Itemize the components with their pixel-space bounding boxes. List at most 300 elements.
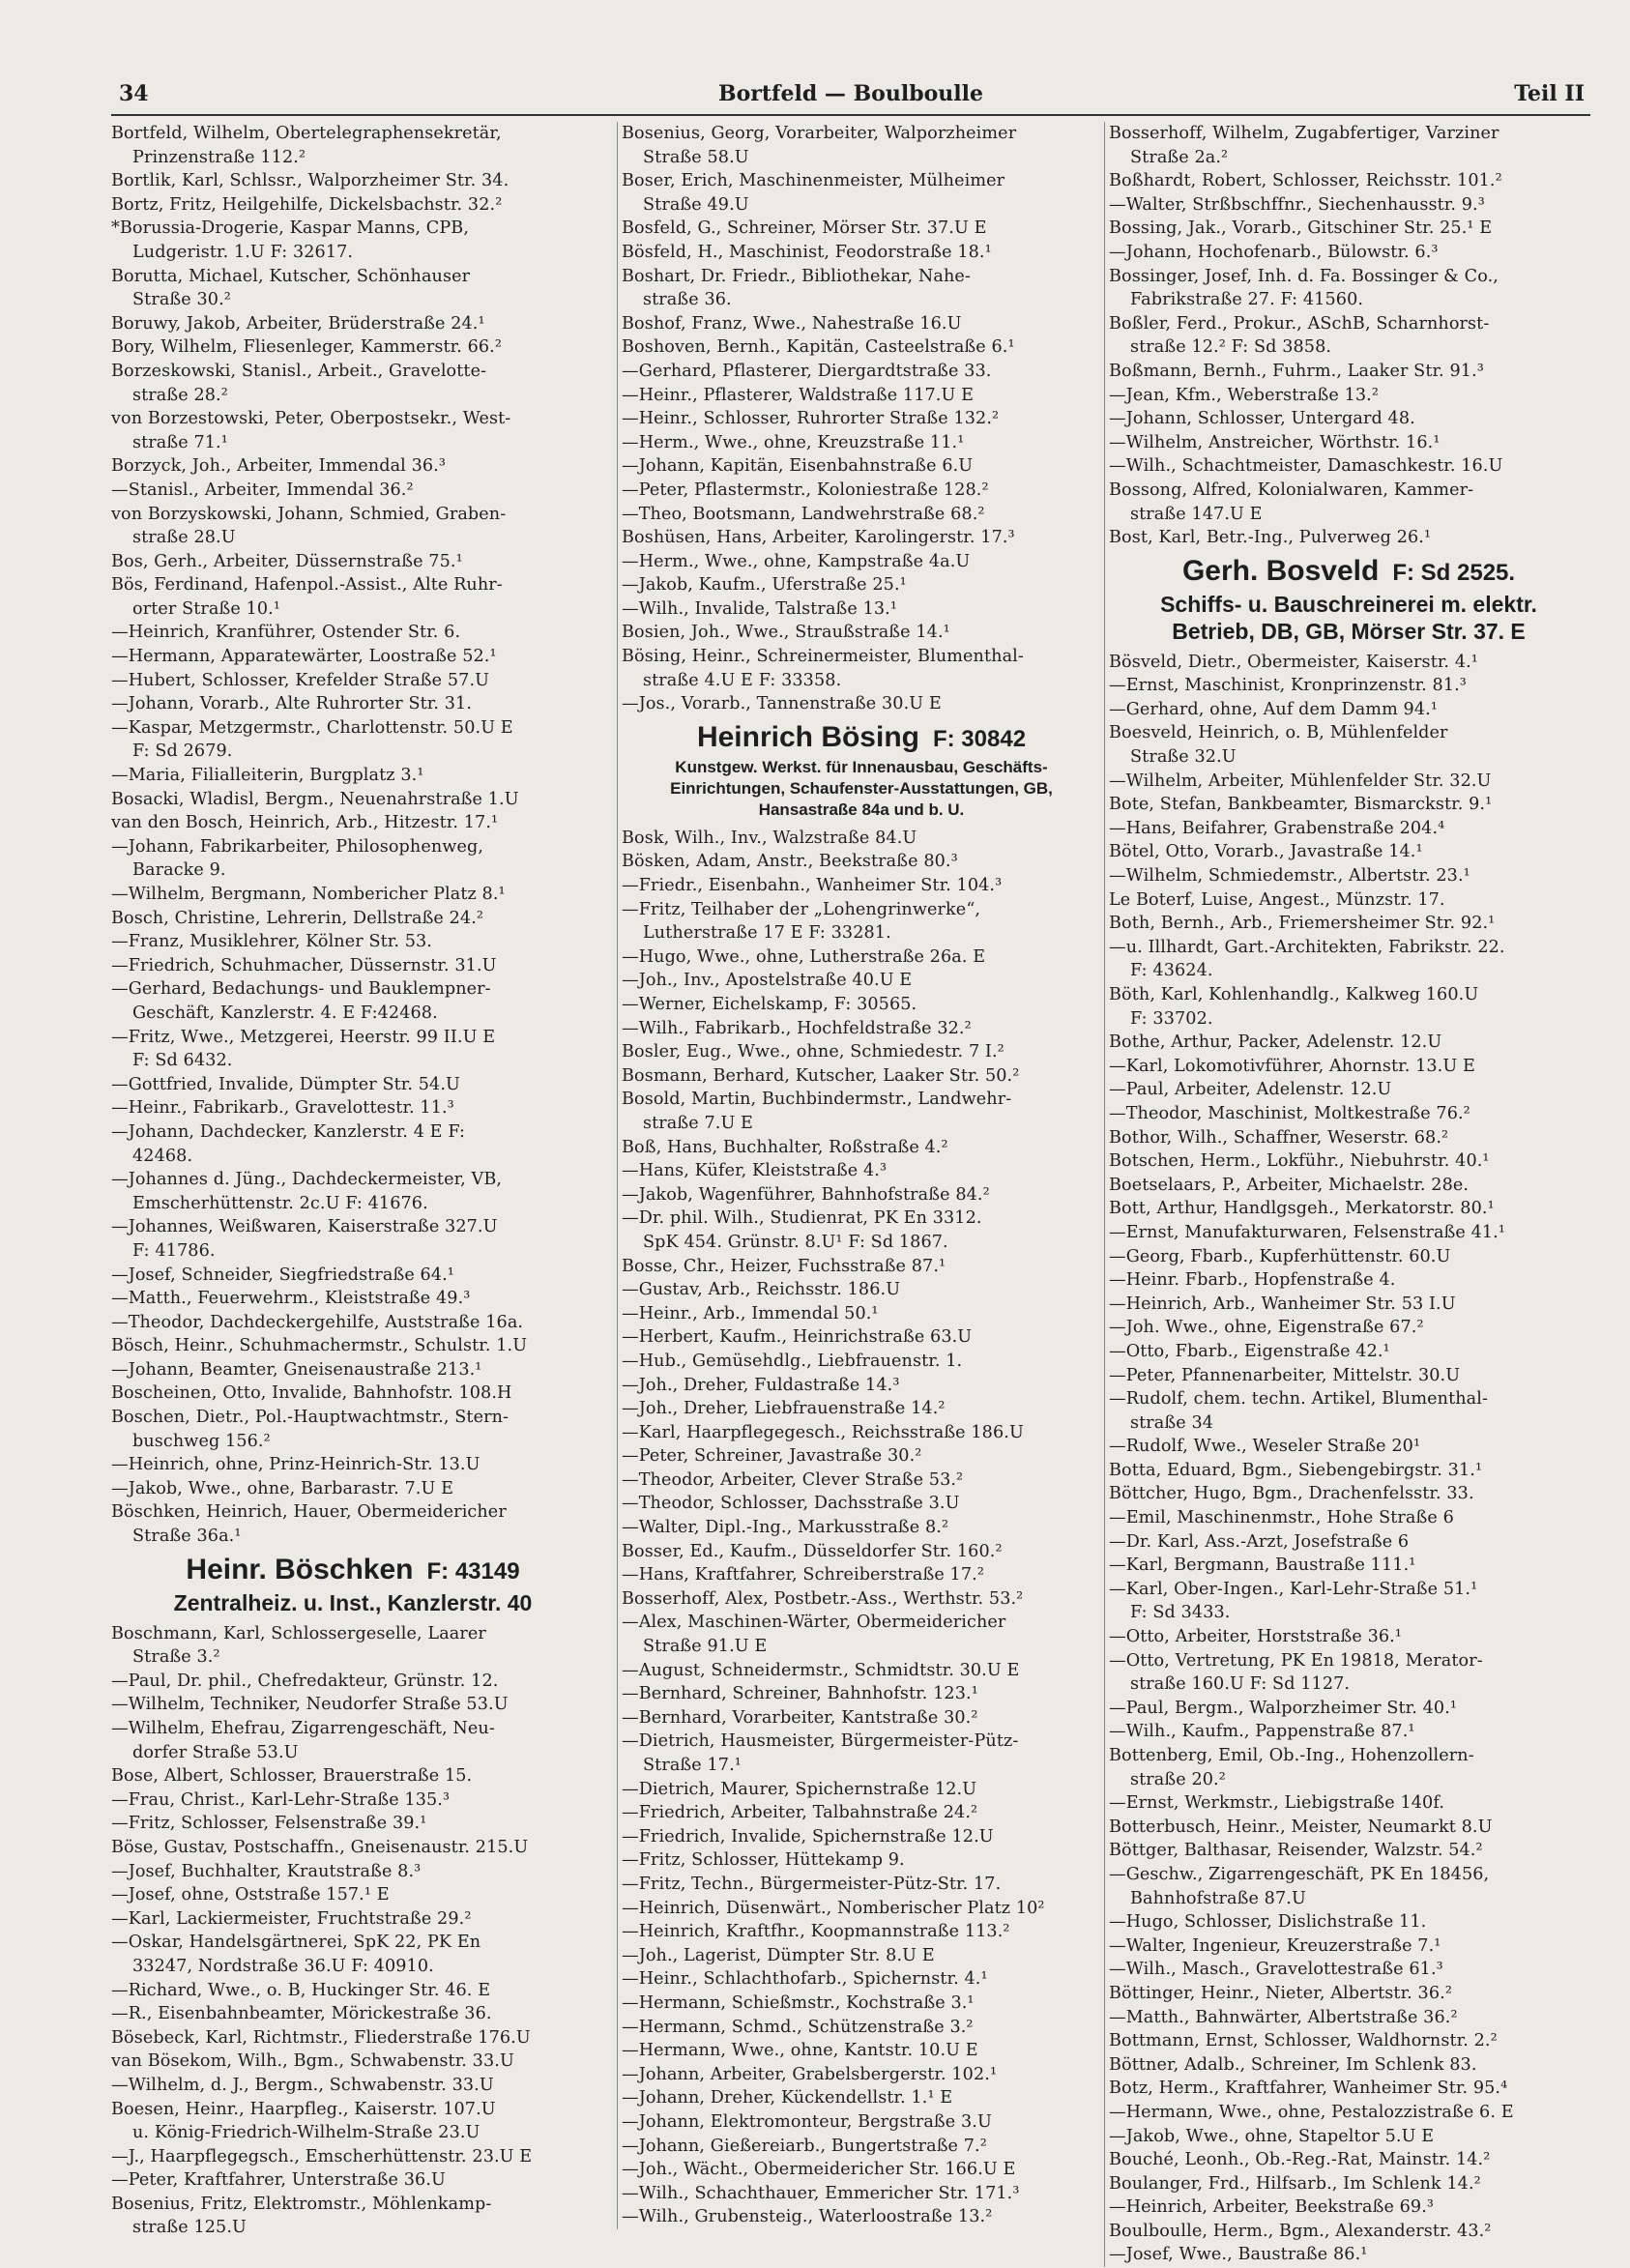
directory-entry — [622, 1278, 1101, 1302]
directory-entry — [1109, 698, 1588, 722]
entry-line: Boschmann, Karl, Schlossergeselle, Laarer — [111, 1623, 486, 1643]
directory-entry — [1109, 864, 1588, 888]
directory-entry — [111, 1096, 595, 1120]
entry-continuation-line: F: 33702. — [1130, 1008, 1213, 1029]
entry-line: —Alex, Maschinen-Wärter, Obermeidericher — [622, 1613, 1006, 1633]
entry-line: —Johann, Beamter, Gneisenaustraße 213.¹ — [111, 1359, 482, 1380]
entry-line: —Otto, Arbeiter, Horststraße 36.¹ — [1109, 1627, 1403, 1647]
entry-line: —Wilhelm, Techniker, Neudorfer Straße 53.U — [111, 1695, 509, 1715]
entry-line: —Johann, Kapitän, Eisenbahnstraße 6.U — [622, 456, 974, 477]
directory-entry — [1109, 983, 1588, 1031]
directory-entry — [622, 1801, 1101, 1825]
entry-line: —Heinrich, ohne, Prinz-Heinrich-Str. 13.U — [111, 1455, 480, 1475]
ad-phone: F: Sd 2525. — [1392, 559, 1516, 586]
entry-continuation-line: straße 12.² F: Sd 3858. — [1130, 337, 1332, 358]
directory-entry — [111, 1477, 595, 1501]
entry-continuation-line: straße 20.² — [1130, 1769, 1226, 1789]
directory-entry — [111, 169, 595, 193]
directory-entry — [111, 1812, 595, 1836]
entry-continuation-line: Straße 49.U — [643, 194, 749, 215]
entry-line: Bosacki, Wladisl, Bergm., Neuenahrstraße 1.U — [111, 789, 519, 809]
directory-entry — [111, 1693, 595, 1717]
entry-line: —Theodor, Arbeiter, Clever Straße 53.² — [622, 1469, 964, 1490]
directory-entry — [1109, 1910, 1588, 1934]
directory-entry — [622, 1064, 1101, 1089]
entry-line: —Wilh., Fabrikarb., Hochfeldstraße 32.² — [622, 1018, 972, 1038]
entry-line: —Frau, Christ., Karl-Lehr-Straße 135.³ — [111, 1789, 451, 1810]
directory-entry — [111, 811, 595, 835]
entry-line: —Walter, Dipl.-Ing., Markusstraße 8.² — [622, 1518, 949, 1538]
entry-line: —Johann, Gießereiarb., Bungertstraße 7.² — [622, 2136, 987, 2156]
directory-entry — [1109, 360, 1588, 384]
directory-entry — [1109, 721, 1588, 769]
directory-entry — [622, 1944, 1101, 1968]
entry-continuation-line: F: 41786. — [132, 1240, 216, 1261]
entry-line: Böth, Karl, Kohlenhandlg., Kalkweg 160.U — [1109, 985, 1479, 1004]
directory-entry — [1109, 454, 1588, 479]
directory-entry — [622, 2086, 1101, 2110]
directory-entry — [111, 621, 595, 645]
directory-entry — [622, 2158, 1101, 2182]
entry-line: —Stanisl., Arbeiter, Immendal 36.² — [111, 480, 414, 500]
entry-line: Borzeskowski, Stanisl., Arbeit., Gravelotte- — [111, 361, 487, 381]
entry-line: —Gustav, Arb., Reichsstr. 186.U — [622, 1280, 901, 1300]
directory-entry — [622, 2063, 1101, 2087]
entry-line: —Gerhard, Pflasterer, Diergardtstraße 33. — [622, 361, 992, 381]
entry-continuation-line: Straße 91.U E — [643, 1637, 768, 1657]
directory-entry — [1109, 1697, 1588, 1721]
directory-entry — [1109, 1625, 1588, 1649]
directory-entry — [622, 1444, 1101, 1468]
entry-line: Boschen, Dietr., Pol.-Hauptwachtmstr., Stern- — [111, 1408, 509, 1428]
entry-line: Le Boterf, Luise, Angest., Münzstr. 17. — [1109, 889, 1445, 910]
entry-line: Böttner, Adalb., Schreiner, Im Schlenk 83. — [1109, 2054, 1477, 2075]
directory-entry — [1109, 2243, 1588, 2267]
entry-line: Boßmann, Bernh., Fuhrm., Laaker Str. 91.³ — [1109, 361, 1484, 381]
entry-line: Boß, Hans, Buchhalter, Roßstraße 4.² — [622, 1137, 948, 1157]
entry-line: —Dr. Karl, Ass.-Arzt, Josefstraße 6 — [1109, 1531, 1410, 1552]
directory-entry — [111, 1406, 595, 1453]
entry-line: —Josef, Wwe., Baustraße 86.¹ — [1109, 2245, 1368, 2265]
entry-line: —Hermann, Schießmstr., Kochstraße 3.¹ — [622, 1992, 975, 2013]
directory-entry — [111, 1883, 595, 1907]
entry-line: —Johann, Dreher, Kückendellstr. 1.¹ E — [622, 2088, 953, 2108]
directory-entry — [1109, 888, 1588, 913]
entry-line: van den Bosch, Heinrich, Arb., Hitzestr. 17.¹ — [111, 813, 499, 833]
entry-line: —Johannes, Weißwaren, Kaiserstraße 327.U — [111, 1217, 498, 1237]
directory-entry — [622, 898, 1101, 945]
page-header — [111, 81, 1590, 116]
directory-entry — [1109, 526, 1588, 550]
entry-line: —Ernst, Maschinist, Kronprinzenstr. 81.³ — [1109, 676, 1467, 696]
entry-line: Böschken, Heinrich, Hauer, Obermeidericher — [111, 1502, 507, 1523]
directory-entry — [1109, 1364, 1588, 1388]
ad-heading — [622, 720, 1101, 757]
entry-line: Bost, Karl, Betr.-Ing., Pulverweg 26.¹ — [1109, 528, 1432, 548]
entry-line: —Heinr., Arb., Immendal 50.¹ — [622, 1303, 879, 1323]
entry-line: Boscheinen, Otto, Invalide, Bahnhofstr. 108.H — [111, 1383, 512, 1404]
advertisement — [111, 1549, 595, 1622]
entry-line: —Richard, Wwe., o. B, Huckinger Str. 46. E — [111, 1980, 491, 2000]
directory-entry — [622, 645, 1101, 692]
advertisement — [1109, 550, 1588, 651]
entry-continuation-line: F: Sd 6432. — [132, 1051, 233, 1071]
directory-entry — [111, 1670, 595, 1694]
directory-entry — [1109, 312, 1588, 360]
directory-entry — [622, 1540, 1101, 1564]
entry-line: —Karl, Haarpflegegesch., Reichsstraße 186.U — [622, 1422, 1024, 1442]
entry-line: —Wilh., Masch., Gravelottestraße 61.³ — [1109, 1960, 1443, 1980]
ad-business-name: Heinrich Bösing — [696, 720, 919, 753]
directory-entry — [622, 1516, 1101, 1540]
directory-entry — [622, 2110, 1101, 2135]
entry-continuation-line: straße 160.U F: Sd 1127. — [1130, 1674, 1351, 1695]
entry-line: —Heinr. Fbarb., Hopfenstraße 4. — [1109, 1270, 1396, 1291]
directory-entry — [1109, 1506, 1588, 1530]
entry-line: —Paul, Dr. phil., Chefredakteur, Grünstr. 12. — [111, 1671, 499, 1691]
entry-line: Boesen, Heinr., Haarpfleg., Kaiserstr. 107.U — [111, 2099, 496, 2119]
directory-entry — [622, 1848, 1101, 1873]
directory-entry — [111, 1500, 595, 1548]
directory-entry — [1109, 217, 1588, 241]
directory-entry — [622, 454, 1101, 479]
entry-line: —u. Illhardt, Gart.-Architekten, Fabrikstr. 22. — [1109, 937, 1505, 957]
entry-line: —Friedr., Eisenbahn., Wanheimer Str. 104.³ — [622, 876, 1003, 896]
directory-entry — [1109, 407, 1588, 431]
directory-entry — [111, 2168, 595, 2193]
directory-entry — [622, 241, 1101, 265]
entry-line: Bosserhoff, Wilhelm, Zugabfertiger, Varziner — [1109, 124, 1499, 143]
directory-entry — [622, 945, 1101, 970]
directory-entry — [622, 1873, 1101, 1897]
directory-entry — [111, 2145, 595, 2169]
entry-line: Boser, Erich, Maschinenmeister, Mülheimer — [622, 171, 1005, 191]
directory-entry — [111, 193, 595, 218]
directory-entry — [1109, 2220, 1588, 2244]
entry-line: —Rudolf, Wwe., Weseler Straße 20¹ — [1109, 1437, 1421, 1457]
entry-continuation-line: Straße 32.U — [1130, 747, 1237, 768]
entry-line: —Gerhard, ohne, Auf dem Damm 94.¹ — [1109, 699, 1438, 719]
entry-continuation-line: Ludgeristr. 1.U F: 32617. — [132, 242, 354, 262]
entry-continuation-line: straße 125.U — [132, 2218, 247, 2238]
entry-line: —Dr. phil. Wilh., Studienrat, PK En 3312. — [622, 1208, 982, 1229]
directory-entry — [111, 217, 595, 264]
entry-line: —Hermann, Wwe., ohne, Kantstr. 10.U E — [622, 2041, 978, 2061]
directory-entry — [111, 1717, 595, 1764]
directory-entry — [1109, 1197, 1588, 1221]
entry-line: —Maria, Filialleiterin, Burgplatz 3.¹ — [111, 766, 424, 786]
entry-continuation-line: 33247, Nordstraße 36.U F: 40910. — [132, 1956, 434, 1976]
directory-entry — [622, 1682, 1101, 1706]
entry-line: Bortlik, Karl, Schlssr., Walporzheimer Str. 34. — [111, 171, 509, 191]
directory-entry — [622, 1040, 1101, 1064]
entry-line: —Dietrich, Hausmeister, Bürgermeister-Pütz- — [622, 1731, 1019, 1752]
entry-line: —Jakob, Wwe., ohne, Barbarastr. 7.U E — [111, 1478, 454, 1498]
directory-entry — [111, 907, 595, 931]
entry-line: Bortfeld, Wilhelm, Obertelegraphensekretär, — [111, 124, 502, 143]
directory-entry — [622, 526, 1101, 550]
entry-line: Boshüsen, Hans, Arbeiter, Karolingerstr. 17.³ — [622, 528, 1015, 548]
entry-line: Bothe, Arthur, Packer, Adelenstr. 12.U — [1109, 1032, 1442, 1053]
entry-line: Boulboulle, Herm., Bgm., Alexanderstr. 43.² — [1109, 2221, 1492, 2241]
ad-description-line: Kunstgew. Werkst. für Innenausbau, Geschäfts- — [675, 757, 1048, 776]
directory-entry — [111, 573, 595, 621]
directory-entry — [1109, 1102, 1588, 1126]
directory-entry — [622, 993, 1101, 1017]
directory-entry — [111, 788, 595, 812]
entry-line: —Dietrich, Maurer, Spichernstraße 12.U — [622, 1779, 977, 1799]
directory-entry — [1109, 2006, 1588, 2030]
entry-line: —J., Haarpflegegsch., Emscherhüttenstr. 23.U E — [111, 2146, 533, 2166]
entry-line: —Matth., Feuerwehrm., Kleiststraße 49.³ — [111, 1289, 471, 1309]
entry-line: —Wilh., Kaufm., Pappenstraße 87.¹ — [1109, 1722, 1415, 1742]
entry-line: Bosk, Wilh., Inv., Walzstraße 84.U — [622, 828, 917, 848]
entry-line: —Friedrich, Schuhmacher, Düssernstr. 31.U — [111, 955, 497, 975]
directory-entry — [1109, 1316, 1588, 1340]
entry-line: —R., Eisenbahnbeamter, Mörickestraße 36. — [111, 2004, 492, 2024]
ad-heading — [111, 1553, 595, 1589]
entry-line: —Hans, Kraftfahrer, Schreiberstraße 17.² — [622, 1565, 984, 1585]
entry-line: —Werner, Eichelskamp, F: 30565. — [622, 995, 917, 1014]
entry-line: —Peter, Pfannenarbeiter, Mittelstr. 30.U — [1109, 1365, 1461, 1385]
entry-line: —Karl, Bergmann, Baustraße 111.¹ — [1109, 1556, 1416, 1576]
entry-line: —Gerhard, Bedachungs- und Bauklempner- — [111, 979, 491, 1000]
directory-entry — [111, 2193, 595, 2240]
entry-line: —Fritz, Schlosser, Felsenstraße 39.¹ — [111, 1814, 427, 1834]
directory-entry — [1109, 840, 1588, 864]
entry-line: —Ernst, Manufakturwaren, Felsenstraße 41.¹ — [1109, 1222, 1506, 1242]
directory-entry — [622, 621, 1101, 645]
directory-entry — [111, 335, 595, 360]
entry-continuation-line: Straße 2a.² — [1130, 147, 1229, 167]
directory-entry — [1109, 1031, 1588, 1055]
entry-line: —Wilh., Schachtmeister, Damaschkestr. 16.U — [1109, 456, 1503, 477]
entry-line: Böttcher, Hugo, Bgm., Drachenfelsstr. 33. — [1109, 1484, 1474, 1504]
entry-line: Bos, Gerh., Arbeiter, Düssernstraße 75.¹ — [111, 551, 463, 571]
entry-continuation-line: Prinzenstraße 112.² — [132, 147, 306, 167]
directory-entry — [111, 645, 595, 669]
directory-entry — [1109, 384, 1588, 408]
directory-entry — [622, 1587, 1101, 1612]
entry-line: Bosch, Christine, Lehrerin, Dellstraße 24.² — [111, 908, 484, 928]
directory-entry — [111, 1215, 595, 1263]
directory-entry — [1109, 1554, 1588, 1578]
entry-continuation-line: F: Sd 3433. — [1130, 1603, 1231, 1623]
entry-continuation-line: 42468. — [132, 1146, 193, 1166]
entry-line: Bösfeld, H., Maschinist, Feodorstraße 18.¹ — [622, 242, 992, 262]
directory-entry — [111, 1358, 595, 1382]
directory-entry — [622, 1967, 1101, 1992]
directory-entry — [622, 1183, 1101, 1207]
directory-entry — [622, 1825, 1101, 1849]
entry-line: —Hub., Gemüsehdlg., Liebfrauenstr. 1. — [622, 1351, 963, 1371]
entry-line: —Jos., Vorarb., Tannenstraße 30.U E — [622, 694, 942, 714]
entry-line: —Heinr., Pflasterer, Waldstraße 117.U E — [622, 385, 975, 405]
directory-entry — [622, 169, 1101, 217]
entry-continuation-line: straße 147.U E — [1130, 504, 1263, 524]
directory-entry — [622, 1255, 1101, 1279]
entry-continuation-line: straße 34 — [1130, 1412, 1214, 1433]
directory-entry — [622, 384, 1101, 408]
directory-entry — [622, 1136, 1101, 1160]
directory-entry — [1109, 1816, 1588, 1840]
directory-entry — [1109, 651, 1588, 675]
entry-line: —Friedrich, Arbeiter, Talbahnstraße 24.² — [622, 1803, 978, 1823]
entry-line: Bösch, Heinr., Schuhmachermstr., Schulstr. 1.U — [111, 1336, 528, 1356]
entry-line: Bösken, Adam, Anstr., Beekstraße 80.³ — [622, 852, 958, 872]
part-label: Teil II — [1514, 81, 1585, 106]
directory-entry — [1109, 1149, 1588, 1174]
entry-continuation-line: buschweg 156.² — [132, 1431, 271, 1451]
directory-entry — [111, 1287, 595, 1311]
entry-line: Boruwy, Jakob, Arbeiter, Brüderstraße 24.¹ — [111, 313, 485, 334]
directory-entry — [111, 2098, 595, 2145]
directory-entry — [622, 1897, 1101, 1921]
directory-entry — [622, 1374, 1101, 1398]
directory-entry — [111, 2026, 595, 2050]
entry-line: *Borussia-Drogerie, Kaspar Manns, CPB, — [111, 218, 470, 239]
entry-continuation-line: Straße 36a.¹ — [132, 1527, 242, 1547]
entry-line: —Josef, ohne, Oststraße 157.¹ E — [111, 1885, 390, 1905]
entry-line: —Theodor, Maschinist, Moltkestraße 76.² — [1109, 1103, 1470, 1123]
directory-entry — [1109, 2053, 1588, 2078]
directory-entry — [111, 1860, 595, 1884]
entry-line: Boetselaars, P., Arbeiter, Michaelstr. 28e. — [1109, 1175, 1470, 1195]
directory-entry — [1109, 1293, 1588, 1317]
directory-entry — [111, 2050, 595, 2074]
entry-line: —Jean, Kfm., Weberstraße 13.² — [1109, 385, 1380, 405]
directory-entry — [111, 1120, 595, 1168]
directory-entry — [622, 2205, 1101, 2229]
entry-continuation-line: SpK 454. Grünstr. 8.U¹ F: Sd 1867. — [643, 1232, 948, 1252]
ad-description-line: Einrichtungen, Schaufenster-Ausstattungen, GB, — [670, 778, 1053, 798]
directory-entry — [1109, 1387, 1588, 1435]
entry-line: —Friedrich, Invalide, Spichernstraße 12.U — [622, 1826, 994, 1846]
directory-entry — [1109, 1126, 1588, 1150]
entry-line: —Johann, Fabrikarbeiter, Philosophenweg, — [111, 836, 484, 857]
entry-line: —Fritz, Teilhaber der „Lohengrinwerke“, — [622, 899, 981, 919]
entry-line: Borutta, Michael, Kutscher, Schönhauser — [111, 266, 471, 286]
directory-entry — [622, 573, 1101, 597]
entry-line: —Joh., Dreher, Liebfrauenstraße 14.² — [622, 1399, 946, 1419]
entry-line: Böse, Gustav, Postschaffn., Gneisenaustr. 215.U — [111, 1837, 529, 1857]
entry-line: Bote, Stefan, Bankbeamter, Bismarckstr. 9.¹ — [1109, 795, 1493, 815]
entry-line: Both, Bernh., Arb., Friemersheimer Str. 92.¹ — [1109, 914, 1496, 934]
entry-line: Bosserhoff, Alex, Postbetr.-Ass., Werthstr. 53.² — [622, 1588, 1024, 1609]
entry-line: —Heinr., Schlosser, Ruhrorter Straße 132.² — [622, 409, 1000, 429]
entry-line: —Johann, Dachdecker, Kanzlerstr. 4 E F: — [111, 1121, 466, 1142]
directory-entry — [1109, 2101, 1588, 2125]
directory-entry — [1109, 2172, 1588, 2196]
directory-entry — [622, 1159, 1101, 1183]
entry-line: —Johannes d. Jüng., Dachdeckermeister, VB, — [111, 1170, 503, 1190]
directory-entry — [622, 1659, 1101, 1683]
entry-line: Bothor, Wilh., Schaffner, Weserstr. 68.² — [1109, 1127, 1449, 1148]
entry-continuation-line: Straße 30.² — [132, 290, 231, 310]
directory-entry — [1109, 193, 1588, 218]
directory-entry — [111, 1168, 595, 1215]
entry-line: —Fritz, Wwe., Metzgerei, Heerstr. 99 II.U E — [111, 1027, 496, 1047]
directory-entry — [622, 850, 1101, 874]
entry-line: —Heinrich, Arb., Wanheimer Str. 53 I.U — [1109, 1294, 1456, 1314]
directory-entry — [622, 265, 1101, 312]
entry-line: —Wilh., Grubensteig., Waterloostraße 13.² — [622, 2207, 993, 2227]
entry-continuation-line: Emscherhüttenstr. 2c.U F: 41676. — [132, 1193, 428, 1213]
directory-entry — [111, 1264, 595, 1288]
directory-entry — [622, 503, 1101, 527]
entry-line: —Johann, Schlosser, Untergard 48. — [1109, 409, 1415, 429]
column-2 — [617, 122, 1101, 2229]
directory-entry — [622, 122, 1101, 169]
entry-continuation-line: Lutherstraße 17 E F: 33281. — [643, 923, 891, 944]
entry-line: Bottmann, Ernst, Schlosser, Waldhornstr. 2.² — [1109, 2031, 1498, 2051]
entry-continuation-line: Geschäft, Kanzlerstr. 4. E F:42468. — [132, 1003, 438, 1023]
directory-entry — [622, 1992, 1101, 2016]
directory-entry — [1109, 770, 1588, 794]
entry-line: Bosler, Eug., Wwe., ohne, Schmiedestr. 7 I.² — [622, 1042, 1004, 1062]
entry-line: —Jakob, Kaufm., Uferstraße 25.¹ — [622, 575, 907, 596]
entry-line: Bouché, Leonh., Ob.-Reg.-Rat, Mainstr. 14.² — [1109, 2150, 1491, 2170]
entry-line: Bösveld, Dietr., Obermeister, Kaiserstr. 4.¹ — [1109, 652, 1478, 672]
directory-entry — [1109, 1982, 1588, 2006]
entry-line: Botterbusch, Heinr., Meister, Neumarkt 8.U — [1109, 1817, 1493, 1837]
directory-entry — [1109, 1720, 1588, 1744]
entry-line: —Karl, Ober-Ingen., Karl-Lehr-Straße 51.¹ — [1109, 1579, 1478, 1599]
entry-line: Böttger, Balthasar, Reisender, Walzstr. 54.² — [1109, 1841, 1483, 1861]
directory-entry — [111, 1453, 595, 1477]
entry-line: —Matth., Bahnwärter, Albertstraße 36.² — [1109, 2007, 1458, 2027]
advertisement — [622, 716, 1101, 827]
directory-entry — [622, 1611, 1101, 1658]
entry-line: —Hubert, Schlosser, Krefelder Straße 57.U — [111, 670, 490, 690]
entry-line: —Ernst, Werkmstr., Liebigstraße 140f. — [1109, 1793, 1445, 1814]
directory-entry — [1109, 912, 1588, 936]
entry-line: —Jakob, Wagenführer, Bahnhofstraße 84.² — [622, 1184, 990, 1205]
entry-line: —Hugo, Schlosser, Dislichstraße 11. — [1109, 1912, 1427, 1933]
entry-line: —Emil, Maschinenmstr., Hohe Straße 6 — [1109, 1508, 1454, 1528]
entry-line: —Johann, Arbeiter, Grabelsbergerstr. 102.¹ — [622, 2064, 998, 2084]
directory-entry — [111, 1073, 595, 1097]
entry-line: —Jakob, Wwe., ohne, Stapeltor 5.U E — [1109, 2126, 1435, 2146]
directory-entry — [111, 503, 595, 550]
entry-line: —Paul, Bergm., Walporzheimer Str. 40.¹ — [1109, 1698, 1458, 1718]
page-title: Bortfeld — Boulboulle — [718, 81, 983, 106]
directory-entry — [111, 1979, 595, 2003]
entry-line: —Wilhelm, Ehefrau, Zigarrengeschäft, Neu- — [111, 1719, 495, 1738]
entry-line: Bosmann, Berhard, Kutscher, Laaker Str. 50.² — [622, 1065, 1020, 1086]
directory-entry — [622, 1492, 1101, 1516]
entry-line: Bosien, Joh., Wwe., Straußstraße 14.¹ — [622, 623, 950, 643]
entry-line: —Herm., Wwe., ohne, Kreuzstraße 11.¹ — [622, 432, 965, 452]
entry-line: —Heinrich, Düsenwärt., Nomberischer Platz 10² — [622, 1898, 1045, 1918]
entry-line: Bossing, Jak., Vorarb., Gitschiner Str. 25.¹ E — [1109, 218, 1493, 239]
directory-entry — [111, 550, 595, 574]
directory-entry — [622, 1017, 1101, 1041]
directory-entry — [111, 479, 595, 503]
directory-entry — [111, 454, 595, 479]
entry-line: —Josef, Schneider, Siegfriedstraße 64.¹ — [111, 1265, 454, 1285]
directory-entry — [622, 1325, 1101, 1350]
directory-entry — [1109, 2077, 1588, 2101]
directory-entry — [111, 265, 595, 312]
entry-continuation-line: straße 28.² — [132, 385, 228, 405]
entry-continuation-line: Straße 17.¹ — [643, 1756, 742, 1775]
directory-entry — [111, 1311, 595, 1335]
directory-entry — [1109, 936, 1588, 983]
directory-entry — [1109, 2195, 1588, 2220]
directory-entry — [622, 969, 1101, 993]
directory-entry — [622, 407, 1101, 431]
